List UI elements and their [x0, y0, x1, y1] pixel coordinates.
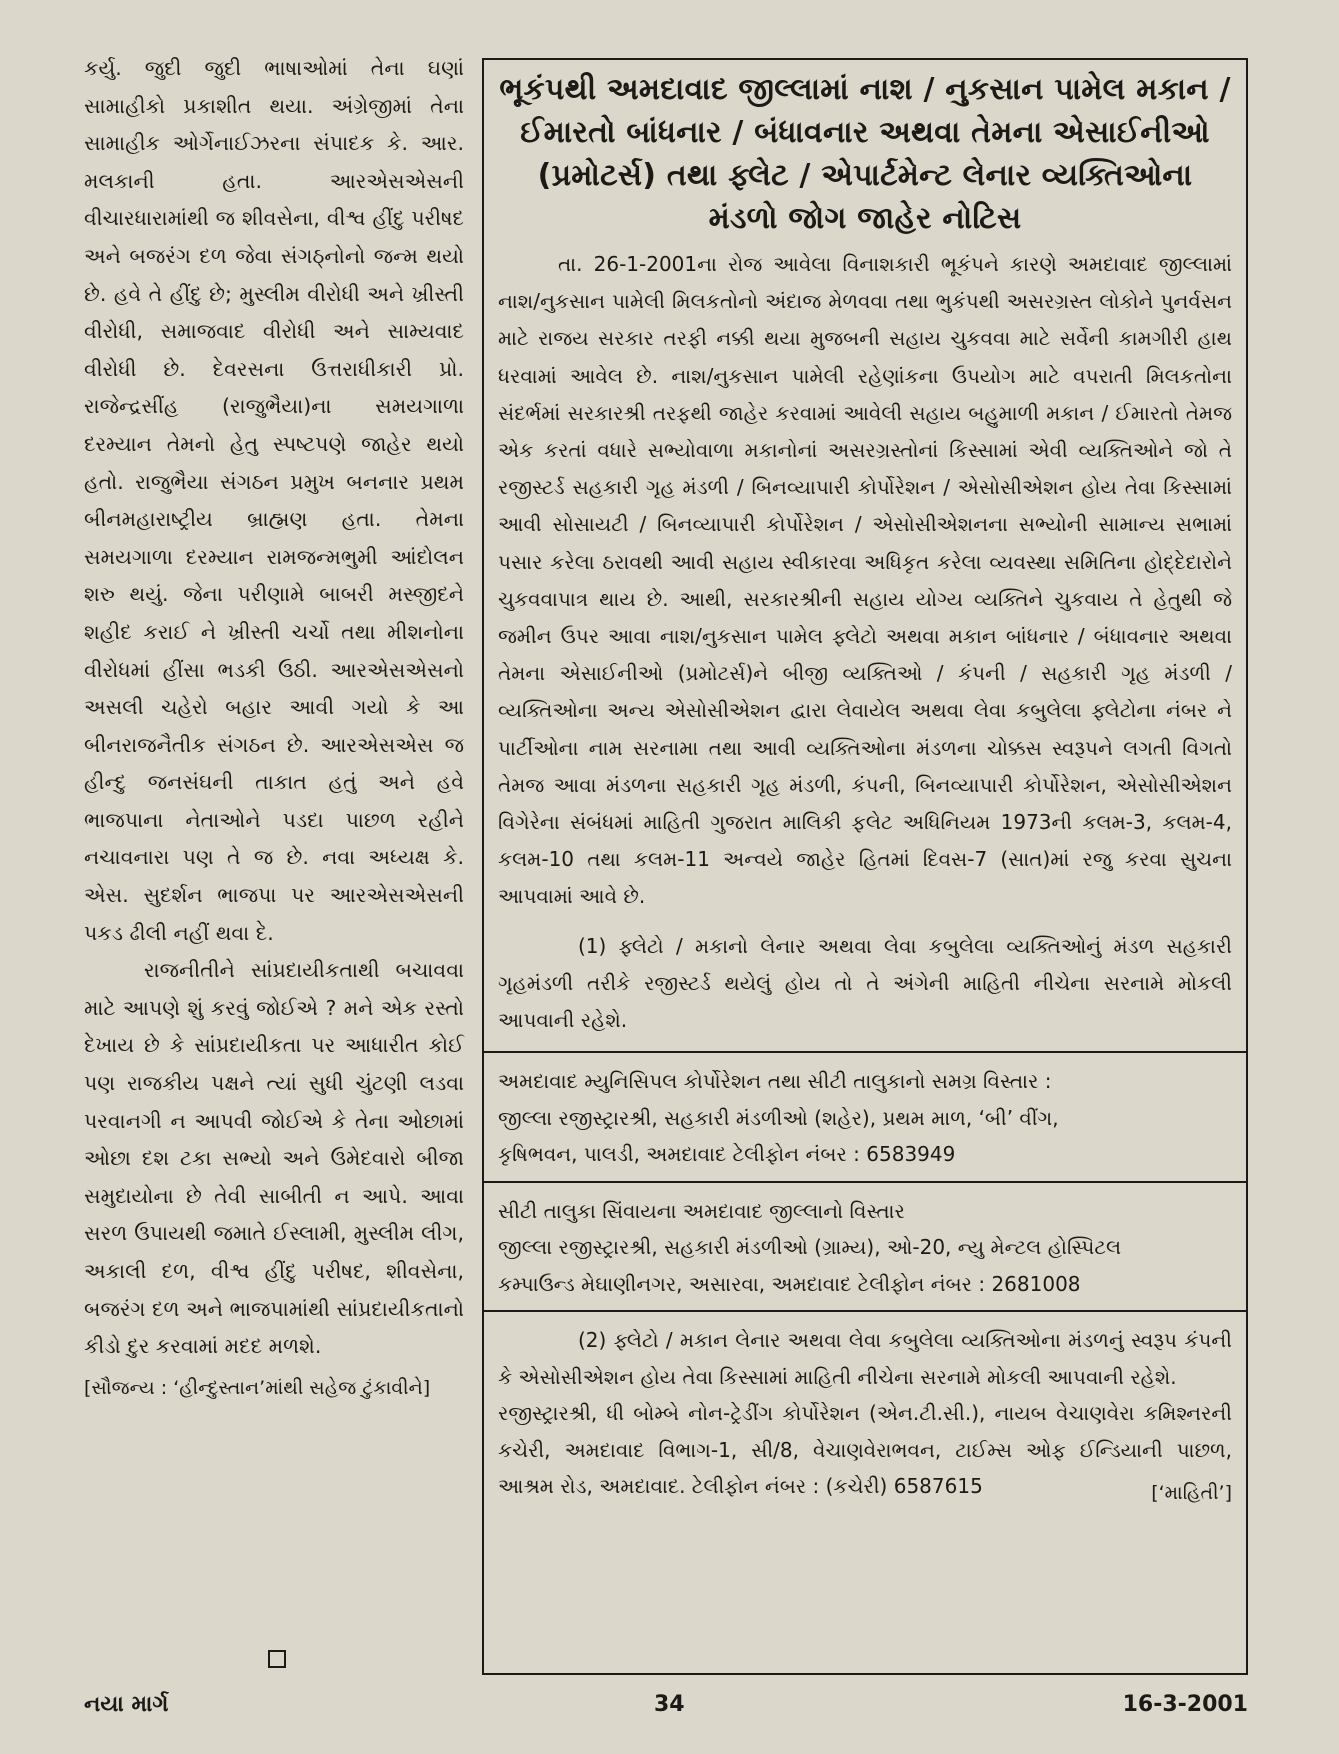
address-2-line-1: સીટી તાલુકા સિંવાયના અમદાવાદ જીલ્લાનો વિસ્તાર — [498, 1198, 905, 1223]
article-paragraph-2: રાજનીતીને સાંપ્રદાયીકતાથી બચાવવા માટે આપણે શું કરવું જોઈએ ? મને એક રસ્તો દેખાય છે કે સાંપ્રદાયીકતા પર આધારીત કોઈ પણ રાજકીય પક્ષને ત્યાં સુધી ચુંટણી લડવા પરવાનગી ન આપવી જોઈએ કે તેના ઓછામાં ઓછા દશ ટકા સભ્યો અને ઉમેદવારો બીજા સમુદાયોના છે તેવી સાબીતી ન આપે. આવા સરળ ઉપાયથી જમાતે ઈસ્લામી, મુસ્લીમ લીગ, અકાલી દળ, વીશ્વ હીંદુ પરીષદ, શીવસેના, બજરંગ દળ અને ભાજપામાંથી સાંપ્રદાયીકતાનો કીડો દુર કરવામાં મદદ મળશે. — [84, 958, 464, 1359]
address-1-line-3: કૃષિભવન, પાલડી, અમદાવાદ ટેલીફોન નંબર : 6583949 — [498, 1142, 956, 1167]
article-end-mark — [268, 1650, 286, 1668]
address-block-2 — [484, 1181, 1246, 1311]
page-number: 34 — [654, 1692, 685, 1717]
notice-body — [484, 240, 1246, 1039]
notice-body-text: તા. 26-1-2001ના રોજ આવેલા વિનાશકારી ભૂકંપને કારણે અમદાવાદ જીલ્લામાં નાશ/નુકસાન પામેલી મિલકતોનો અંદાજ મેળવવા તથા ભુકંપથી અસરગ્રસ્ત લોકોને પુનર્વસન માટે રાજય સરકાર તરફી નક્કી થયા મુજબની સહાય ચુકવવા માટે સર્વેની કામગીરી હાથ ધરવામાં આવેલ છે. નાશ/નુકસાન પામેલી રહેણાંકના ઉપયોગ માટે વપરાતી મિલકતોના સંદર્ભમાં સરકારશ્રી તરફથી જાહેર કરવામાં આવેલી સહાય બહુમાળી મકાન / ઈમારતો તેમજ એક કરતાં વધારે સભ્યોવાળા મકાનોનાં અસરગ્રસ્તોનાં કિસ્સામાં એવી વ્યક્તિઓને જો તે રજીસ્ટર્ડ સહકારી ગૃહ મંડળી / બિનવ્યાપારી કોર્પોરેશન / એસોસીએશન હોય તેવા કિસ્સામાં આવી સોસાયટી / બિનવ્યાપારી કોર્પોરેશન / એસોસીએશનના સભ્યોની સામાન્ય સભામાં પસાર કરેલા ઠરાવથી આવી સહાય સ્વીકારવા અધિકૃત કરેલા વ્યવસ્થા સમિતિના હોદ્દેદારોને ચુકવવાપાત્ર થાય છે. આથી, સરકારશ્રીની સહાય યોગ્ય વ્યક્તિને ચુકવાય તે હેતુથી જે જમીન ઉપર આવા નાશ/નુકસાન પામેલ ફ્લેટો અથવા મકાન બાંધનાર / બંધાવનાર અથવા તેમના એસાઈનીઓ (પ્રમોટર્સ)ને બીજી વ્યક્તિઓ / કંપની / સહકારી ગૃહ મંડળી / વ્યક્તિઓના અન્ય એસોસીએશન દ્વારા લેવાયેલ અથવા લેવા કબુલેલા ફ્લેટોના નંબર ને પાર્ટીઓના નામ સરનામા તથા આવી વ્યક્તિઓના મંડળના ચોક્કસ સ્વરૂપને લગતી વિગતો તેમજ આવા મંડળના સહકારી ગૃહ મંડળી, કંપની, બિનવ્યાપારી કોર્પોરેશન, એસોસીએશન વિગેરેના સંબંધમાં માહિતી ગુજરાત માલિકી ફલેટ અધિનિયમ 1973ની કલમ-3, કલમ-4, કલમ-10 તથા કલમ-11 અન્વયે જાહેર હિતમાં દિવસ-7 (સાત)માં રજુ કરવા સુચના આપવામાં આવે છે. — [498, 252, 1232, 909]
page-footer — [84, 1690, 1248, 1720]
address-block-1 — [484, 1051, 1246, 1181]
publication-name: નયા માર્ગ — [84, 1692, 169, 1717]
address-1-line-1: અમદાવાદ મ્યુનિસિપલ કોર્પોરેશન તથા સીટી તાલુકાનો સમગ્ર વિસ્તાર : — [498, 1069, 1052, 1094]
address-1-line-2: જીલ્લા રજીસ્ટ્રારશ્રી, સહકારી મંડળીઓ (શહેર), પ્રથમ માળ, ‘બી’ વીંગ, — [498, 1105, 1059, 1130]
address-2-line-3: કમ્પાઉન્ડ મેઘાણીનગર, અસારવા, અમદાવાદ ટેલીફોન નંબર : 2681008 — [498, 1271, 1081, 1296]
notice-item-2: (2) ફ્લેટો / મકાન લેનાર અથવા લેવા કબુલેલા વ્યક્તિઓના મંડળનું સ્વરૂપ કંપની કે એસોસીએશન હોય તેવા કિસ્સામાં માહિતી નીચેના સરનામે મોકલી આપવાની રહેશે. — [498, 1328, 1232, 1389]
address-block-3 — [484, 1310, 1246, 1517]
article-column — [84, 50, 464, 1402]
notice-item-1: (1) ફ્લેટો / મકાનો લેનાર અથવા લેવા કબુલેલા વ્યક્તિઓનું મંડળ સહકારી ગૃહમંડળી તરીકે રજીસ્ટર્ડ થયેલું હોય તો તે અંગેની માહિતી નીચેના સરનામે મોકલી આપવાની રહેશે. — [498, 933, 1232, 1033]
notice-title: ભૂકંપથી અમદાવાદ જીલ્લામાં નાશ / નુકસાન પામેલ મકાન / ઈમારતો બાંધનાર / બંધાવનાર અથવા તેમના એસાઈનીઓ (પ્રમોટર્સ) તથા ફ્લેટ / એપાર્ટમેન્ટ લેનાર વ્યક્તિઓના મંડળો જોગ જાહેર નોટિસ — [499, 72, 1231, 236]
article-paragraph-1: કર્યુ. જુદી જુદી ભાષાઓમાં તેના ઘણાં સામાહીકો પ્રકાશીત થયા. અંગ્રેજીમાં તેના સામાહીક ઓર્ગેનાઈઝરના સંપાદક કે. આર. મલકાની હતા. આરએસએસની વીચારધારામાંથી જ શીવસેના, વીશ્વ હીંદુ પરીષદ અને બજરંગ દળ જેવા સંગઠ્નોનો જન્મ થયો છે. હવે તે હીંદુ છે; મુસ્લીમ વીરોધી અને ખ્રીસ્તી વીરોધી, સમાજવાદ વીરોધી અને સામ્યવાદ વીરોધી છે. દેવરસના ઉત્તરાધીકારી પ્રો. રાજેન્દ્રસીંહ (રાજુભૈયા)ના સમયગાળા દરમ્યાન તેમનો હેતુ સ્પષ્ટપણે જાહેર થયો હતો. રાજુભૈયા સંગઠન પ્રમુખ બનનાર પ્રથમ બીનમહારાષ્ટ્રીય બ્રાહ્મણ હતા. તેમના સમયગાળા દરમ્યાન રામજન્મભુમી આંદોલન શરુ થયું. જેના પરીણામે બાબરી મસ્જીદને શહીદ કરાઈ ને ખ્રીસ્તી ચર્ચો તથા મીશનોના વીરોધમાં હીંસા ભડકી ઉઠી. આરએસએસનો અસલી ચહેરો બહાર આવી ગયો કે આ બીનરાજનૈતીક સંગઠન છે. આરએસએસ જ હીન્દુ જનસંઘની તાકાત હતું અને હવે ભાજપાના નેતાઓને પડદા પાછળ રહીને નચાવનારા પણ તે જ છે. નવા અધ્યક્ષ કે. એસ. સુદર્શન ભાજપા પર આરએસએસની પકડ ઢીલી નહીં થવા દે. — [84, 56, 464, 945]
issue-date: 16-3-2001 — [1122, 1692, 1248, 1717]
notice-source: [‘માહિતી’] — [1151, 1481, 1232, 1504]
notice-header — [484, 60, 1246, 240]
address-3-text: રજીસ્ટ્રારશ્રી, ધી બોમ્બે નોન-ટ્રેડીંગ કોર્પોરેશન (એન.ટી.સી.), નાયબ વેચાણવેરા કમિશ્નરની કચેરી, અમદાવાદ વિભાગ-1, સી/8, વેચાણવેરાભવન, ટાઈમ્સ ઓફ ઈન્ડિયાની પાછળ, આશ્રમ રોડ, અમદાવાદ. ટેલીફોન નંબર : (કચેરી) 6587615 — [498, 1401, 1232, 1499]
article-credit: [સૌજન્ય : ‘હીન્દુસ્તાન’માંથી સહેજ ટુંકાવીને] — [84, 1376, 431, 1399]
public-notice-box — [482, 58, 1248, 1675]
address-2-line-2: જીલ્લા રજીસ્ટ્રારશ્રી, સહકારી મંડળીઓ (ગ્રામ્ય), ઓ-20, ન્યુ મેન્ટલ હોસ્પિટલ — [498, 1235, 1122, 1260]
